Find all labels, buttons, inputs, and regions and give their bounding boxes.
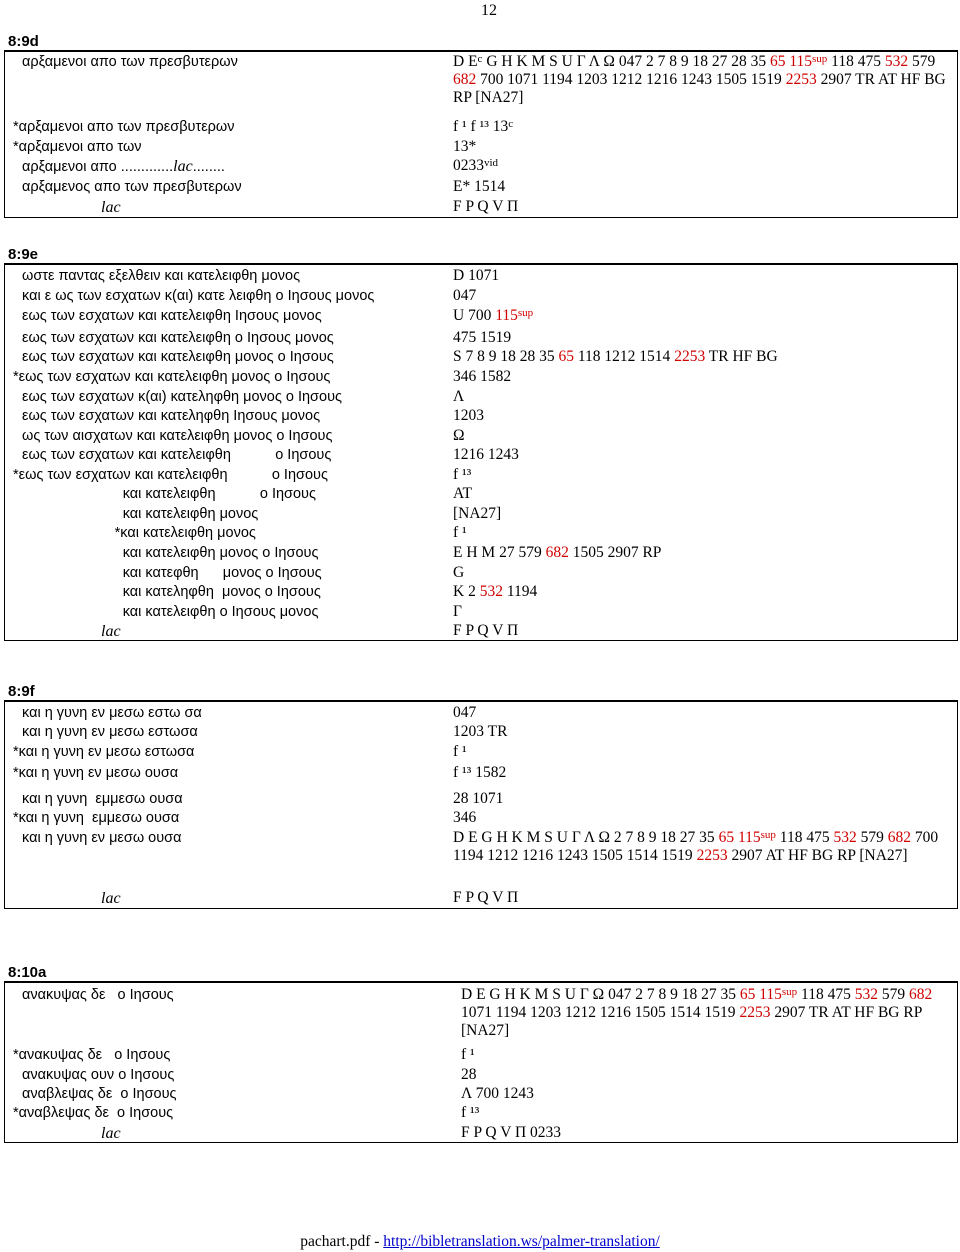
witness-text: f ¹ [461, 1046, 475, 1063]
variant-reading: και κατελειφθη μονος ο Ιησους [22, 545, 319, 561]
witness-text: 1071 1194 1203 1212 1216 1505 1514 1519 [461, 1004, 740, 1021]
witness-text: 1194 [502, 583, 538, 600]
witness-list [453, 348, 949, 366]
section-title: 8:9d [8, 33, 39, 50]
witness-text: U 700 [453, 307, 496, 324]
variant-reading: εως των εσχατων και κατεληφθη Ιησους μονος [22, 408, 321, 424]
witness-list [453, 466, 949, 484]
witness-list [453, 368, 949, 386]
section-title: 8:9f [8, 683, 35, 700]
witness-text: K 2 [453, 583, 480, 600]
witness-list [453, 427, 949, 445]
witness-highlight: 115 [759, 986, 782, 1003]
witness-highlight: 532 [479, 583, 503, 600]
witness-text: f ¹³ [461, 1104, 480, 1121]
witness-text: 700 1071 1194 1203 1212 1216 1243 1505 1519 [476, 71, 786, 88]
variant-reading: ως των αισχατων και κατελειφθη μονος ο Ιησους [22, 428, 333, 444]
witness-text: 118 475 [797, 986, 855, 1003]
variant-reading: εως των εσχατων και κατελειφθη Ιησους μονος [22, 308, 322, 324]
page-footer [0, 1233, 960, 1251]
witness-text: 0233 [453, 157, 484, 174]
witness-text: [NA27] [453, 505, 502, 522]
witness-text: Γ [453, 603, 462, 620]
witness-text: Λ 700 1243 [461, 1085, 534, 1102]
variant-reading: αρξαμενοι απο .............lac........ [22, 158, 225, 175]
variant-reading: και κατεληφθη μονος ο Ιησους [22, 584, 321, 600]
witness-highlight: 115 [789, 53, 813, 70]
witness-text: 1216 1243 [453, 446, 519, 463]
witness-list [461, 1046, 949, 1064]
variant-reading: *ανακυψας δε ο Ιησους [13, 1047, 171, 1063]
witness-text: f ¹³ 1582 [453, 764, 507, 781]
witness-highlight: 532 [854, 986, 878, 1003]
witness-list [453, 157, 949, 175]
witness-list [453, 178, 949, 196]
witness-list [453, 764, 949, 782]
witness-highlight: 682 [545, 544, 569, 561]
witness-list [453, 287, 949, 305]
witness-highlight: 115 [737, 829, 761, 846]
witness-list [461, 1124, 949, 1142]
witness-text: F P Q V Π [453, 622, 519, 639]
variant-reading: και η γυνη εν μεσω εστωσα [22, 724, 198, 740]
witness-text: F P Q V Π [453, 889, 519, 906]
witness-list [461, 1066, 949, 1084]
witness-highlight: 2253 [785, 71, 817, 88]
lac-label: lac [101, 1125, 121, 1142]
variant-reading: αναβλεψας δε ο Ιησους [22, 1086, 177, 1102]
witness-text: 2907 AT HF BG RP [NA27] [727, 847, 908, 864]
witness-list [453, 485, 949, 503]
witness-text: 118 1212 1514 [574, 348, 675, 365]
witness-text: AT [453, 485, 472, 502]
variant-reading: *αναβλεψας δε ο Ιησους [13, 1105, 174, 1121]
variant-reading: *και η γυνη εμμεσω ουσα [13, 810, 180, 826]
witness-highlight: 65 [718, 829, 735, 846]
witness-list [453, 809, 949, 827]
page-number: 12 [481, 2, 497, 19]
witness-text: 475 1519 [453, 329, 512, 346]
variant-reading: και κατελειφθη ο Ιησους [22, 486, 316, 502]
lac-label: lac [101, 199, 121, 216]
witness-list [453, 446, 949, 464]
witness-text: D E [453, 53, 478, 70]
witness-text: f ¹ [453, 743, 467, 760]
witness-text: 118 475 [827, 53, 885, 70]
witness-text: E* 1514 [453, 178, 506, 195]
witness-list [461, 986, 949, 1040]
variant-reading: *και κατελειφθη μονος [22, 525, 256, 541]
variant-reading: *και η γυνη εν μεσω ουσα [13, 765, 179, 781]
witness-list [453, 53, 949, 107]
witness-text: 346 [453, 809, 477, 826]
witness-text: S 7 8 9 18 28 35 [453, 348, 559, 365]
lac-label: lac [101, 890, 121, 907]
footer-source-label: pachart.pdf - [300, 1233, 384, 1250]
witness-text: vid [484, 157, 499, 169]
witness-list [453, 622, 949, 640]
witness-text: c [508, 118, 514, 130]
witness-text: 1203 TR [453, 723, 508, 740]
variant-reading: εως των εσχατων και κατελειφθη ο Ιησους μονος [22, 330, 334, 346]
witness-list [453, 407, 949, 425]
witness-list [453, 505, 949, 523]
variant-reading: και η γυνη εμμεσω ουσα [22, 791, 183, 807]
witness-list [453, 388, 949, 406]
witness-list [453, 307, 949, 325]
witness-list [453, 723, 949, 741]
witness-list [453, 329, 949, 347]
witness-list [453, 198, 949, 216]
witness-list [453, 118, 949, 136]
witness-list [453, 138, 949, 156]
witness-highlight: 2253 [696, 847, 728, 864]
variant-table [4, 981, 958, 1143]
witness-text: 28 [461, 1066, 477, 1083]
variant-reading: *εως των εσχατων και κατελειφθη ο Ιησους [13, 467, 328, 483]
variant-reading: εως των εσχατων και κατελειφθη ο Ιησους [22, 447, 332, 463]
variant-reading: εως των εσχατων κ(αι) κατεληφθη μονος ο Ιησους [22, 389, 342, 405]
witness-text: 1505 2907 RP [568, 544, 662, 561]
witness-highlight: 65 [739, 986, 756, 1003]
witness-list [453, 524, 949, 542]
variant-reading: αρξαμενος απο των πρεσβυτερων [22, 179, 242, 195]
witness-text: f ¹³ [453, 466, 472, 483]
witness-list [453, 829, 949, 865]
lac-inline: lac [173, 158, 193, 175]
variant-reading: *αρξαμενοι απο των πρεσβυτερων [13, 119, 235, 135]
witness-highlight: 532 [884, 53, 909, 70]
variant-reading: και κατελειφθη μονος [22, 506, 259, 522]
witness-highlight: sup [781, 986, 798, 998]
witness-list [453, 603, 949, 621]
witness-highlight: sup [517, 307, 534, 319]
variant-reading: *αρξαμενοι απο των [13, 139, 142, 155]
witness-list [453, 544, 949, 562]
witness-list [453, 267, 949, 285]
witness-text: D E G H K M S U Γ Λ Ω 2 7 8 9 18 27 35 [453, 829, 719, 846]
section-title: 8:9e [8, 246, 39, 263]
variant-table [4, 50, 958, 218]
variant-reading: *εως των εσχατων και κατελειφθη μονος ο Ιησους [13, 369, 331, 385]
variant-reading: ανακυψας ουν ο Ιησους [22, 1067, 175, 1083]
witness-highlight: sup [812, 53, 828, 65]
section-title: 8:10a [8, 964, 47, 981]
variant-reading: εως των εσχατων και κατελειφθη μονος ο Ιησους [22, 349, 334, 365]
witness-highlight: 2253 [739, 1004, 771, 1021]
witness-text: 579 [856, 829, 888, 846]
variant-reading: ανακυψας δε ο Ιησους [22, 987, 174, 1003]
variant-reading: αρξαμενοι απο των πρεσβυτερων [22, 54, 238, 70]
witness-text: 118 475 [775, 829, 834, 846]
witness-text: 13* [453, 138, 477, 155]
witness-highlight: 65 [769, 53, 786, 70]
variant-reading: και η γυνη εν μεσω εστω σα [22, 705, 202, 721]
witness-text: f ¹ [453, 524, 467, 541]
witness-text: TR HF BG [705, 348, 778, 365]
witness-highlight: 682 [908, 986, 933, 1003]
footer-link[interactable]: http://bibletranslation.ws/palmer-translation/ [383, 1233, 660, 1250]
witness-list [453, 790, 949, 808]
variant-table [4, 700, 958, 909]
variant-reading: και η γυνη εν μεσω ουσα [22, 830, 182, 846]
witness-text: 047 [453, 287, 477, 304]
witness-text: G [453, 564, 465, 581]
variant-table [4, 263, 958, 641]
variant-reading: ωστε παντας εξελθειν και κατελειφθη μονος [22, 268, 301, 284]
witness-highlight: 115 [495, 307, 518, 324]
witness-highlight: 682 [453, 71, 477, 88]
variant-reading: και κατελειφθη ο Ιησους μονος [22, 604, 319, 620]
variant-reading: *και η γυνη εν μεσω εστωσα [13, 744, 195, 760]
witness-list [453, 889, 949, 907]
witness-highlight: 682 [887, 829, 911, 846]
witness-text: F P Q V Π [453, 198, 519, 215]
witness-list [453, 743, 949, 761]
witness-highlight: 2253 [674, 348, 706, 365]
witness-text: 2907 TR AT HF BG RP [NA27] [453, 71, 946, 106]
witness-text: Ω [453, 427, 465, 444]
variant-reading: και κατεφθη μονος ο Ιησους [22, 565, 322, 581]
witness-text: 700 1194 1212 1216 1243 1505 1514 1519 [453, 829, 939, 864]
witness-text: f ¹ f ¹³ 13 [453, 118, 509, 135]
witness-list [461, 1085, 949, 1103]
witness-highlight: 65 [558, 348, 574, 365]
witness-text: 2907 TR AT HF BG RP [NA27] [461, 1004, 922, 1039]
lac-label: lac [101, 623, 121, 640]
witness-list [461, 1104, 949, 1122]
witness-text: D 1071 [453, 267, 500, 284]
witness-text: 28 1071 [453, 790, 504, 807]
witness-text: 579 [908, 53, 936, 70]
witness-text: F P Q V Π 0233 [461, 1124, 562, 1141]
witness-list [453, 564, 949, 582]
witness-text: 346 1582 [453, 368, 512, 385]
witness-text: E H M 27 579 [453, 544, 546, 561]
witness-highlight: 532 [833, 829, 857, 846]
witness-text: G H K M S U Γ Λ Ω 047 2 7 8 9 18 27 28 35 [482, 53, 770, 70]
variant-reading: και ε ως των εσχατων κ(αι) κατε λειφθη ο Ιησους μονος [22, 288, 375, 304]
witness-text: D E G H K M S U Γ Ω 047 2 7 8 9 18 27 35 [461, 986, 740, 1003]
witness-text: 047 [453, 704, 477, 721]
witness-text: 579 [877, 986, 909, 1003]
witness-list [453, 704, 949, 722]
witness-list [453, 583, 949, 601]
witness-highlight: sup [760, 829, 776, 841]
witness-text: c [477, 53, 483, 65]
witness-text: 1203 [453, 407, 484, 424]
witness-text: Λ [453, 388, 465, 405]
